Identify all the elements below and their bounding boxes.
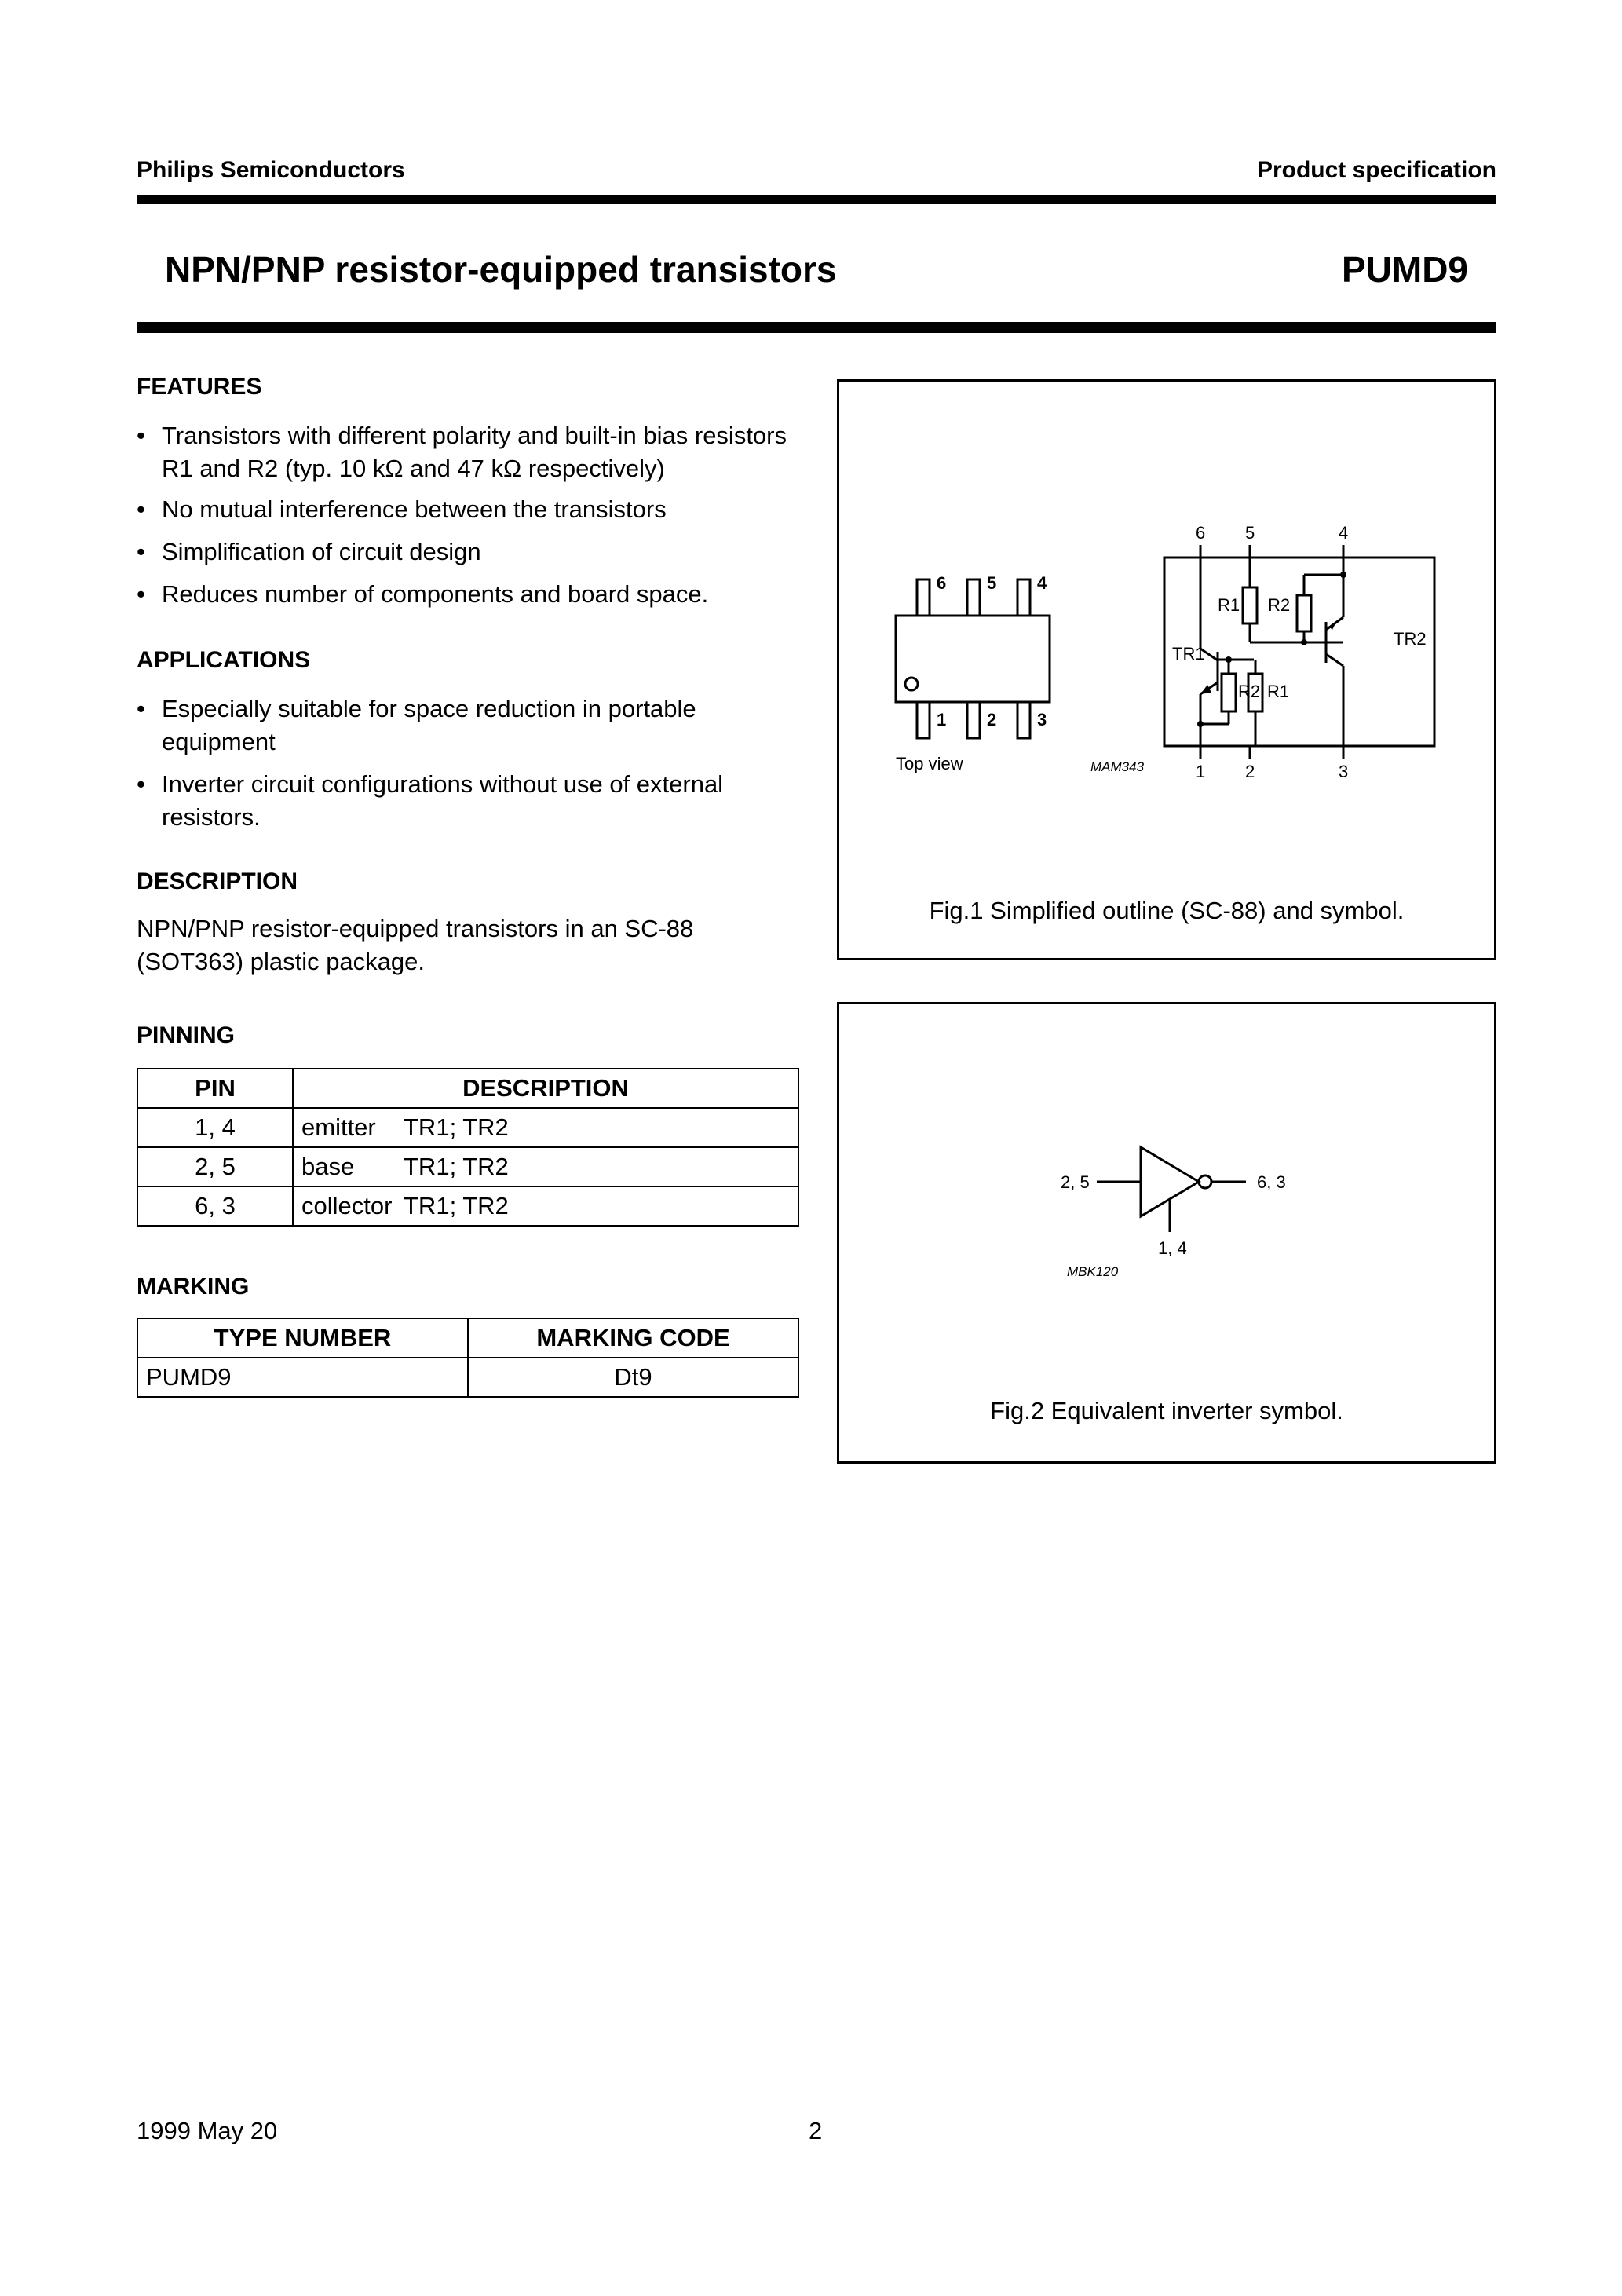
figure-code: MBK120	[1067, 1264, 1119, 1279]
list-item: • Reduces number of components and board space.	[137, 578, 802, 611]
list-item: • Simplification of circuit design	[137, 536, 802, 569]
page-title: NPN/PNP resistor-equipped transistors	[165, 249, 837, 290]
table-row	[137, 1108, 798, 1147]
package-pin	[917, 579, 930, 616]
resistor-r2-bottom	[1222, 674, 1236, 711]
header-rule-bottom	[137, 322, 1496, 333]
table-row	[137, 1186, 798, 1226]
tr1-label: TR1	[1172, 644, 1205, 664]
footer-date: 1999 May 20	[137, 2117, 278, 2144]
marking-code-cell: Dt9	[468, 1358, 798, 1397]
features-list	[137, 419, 802, 611]
package-pin	[917, 702, 930, 738]
marking-code-header: MARKING CODE	[468, 1318, 798, 1358]
description-column-header: DESCRIPTION	[293, 1069, 798, 1108]
symbol-pin-label: 1	[1196, 762, 1206, 781]
inverter-input-label: 2, 5	[1061, 1172, 1090, 1192]
features-heading: FEATURES	[137, 374, 262, 400]
fig2-drawing	[839, 1004, 1494, 1318]
applications-heading: APPLICATIONS	[137, 647, 311, 673]
tr2-label: TR2	[1394, 629, 1427, 649]
description-cell	[293, 1147, 798, 1186]
symbol-pin-label: 4	[1339, 523, 1349, 543]
pin1-marker	[905, 678, 918, 690]
symbol-pin-label: 2	[1245, 762, 1255, 781]
left-column	[137, 374, 802, 1398]
figure-2-caption: Fig.2 Equivalent inverter symbol.	[990, 1397, 1343, 1424]
list-item: • Especially suitable for space reduction in portable equipment	[137, 693, 802, 759]
resistor-r2-top	[1297, 595, 1311, 631]
r1-label-bottom: R1	[1267, 682, 1290, 701]
header-rule-top	[137, 195, 1496, 204]
r2-label-bottom: R2	[1238, 682, 1261, 701]
pin-transistors: TR1; TR2	[404, 1192, 509, 1219]
pin-transistors: TR1; TR2	[404, 1113, 509, 1141]
pin-cell: 1, 4	[137, 1108, 293, 1147]
inverter-output-label: 6, 3	[1257, 1172, 1286, 1192]
part-number: PUMD9	[1341, 249, 1468, 290]
description-heading: DESCRIPTION	[137, 868, 298, 894]
table-row	[137, 1147, 798, 1186]
package-pin	[1017, 579, 1030, 616]
inverter-ground-label: 1, 4	[1158, 1238, 1187, 1258]
resistor-r1-top	[1243, 587, 1257, 623]
pin-transistors: TR1; TR2	[404, 1153, 509, 1180]
pin-function: collector	[301, 1192, 393, 1219]
symbol-pin-label: 3	[1339, 762, 1349, 781]
list-item: • No mutual interference between the transistors	[137, 493, 802, 526]
pin-column-header: PIN	[137, 1069, 293, 1108]
pin-function: base	[301, 1153, 355, 1180]
package-outline	[896, 616, 1050, 702]
pin-cell: 6, 3	[137, 1186, 293, 1226]
description-cell	[293, 1186, 798, 1226]
pin-function: emitter	[301, 1113, 376, 1141]
company-name: Philips Semiconductors	[137, 157, 405, 183]
description-cell	[293, 1108, 798, 1147]
top-view-label: Top view	[896, 754, 963, 773]
fig1-drawing	[839, 382, 1494, 821]
pin-cell: 2, 5	[137, 1147, 293, 1186]
package-pin	[967, 702, 980, 738]
package-pin-label: 2	[987, 710, 997, 729]
package-pin-label: 3	[1037, 710, 1047, 729]
marking-heading: MARKING	[137, 1274, 250, 1300]
figure-1-caption: Fig.1 Simplified outline (SC-88) and symbol.	[929, 897, 1405, 924]
applications-list	[137, 693, 802, 834]
table-row	[137, 1358, 798, 1397]
type-number-header: TYPE NUMBER	[137, 1318, 468, 1358]
pinning-heading: PINNING	[137, 1022, 236, 1048]
package-pin-label: 5	[987, 573, 997, 593]
description-text: NPN/PNP resistor-equipped transistors in an SC-88 (SOT363) plastic package.	[137, 915, 694, 975]
symbol-pin-label: 5	[1245, 523, 1255, 543]
list-item: • Transistors with different polarity and built-in bias resistors R1 and R2 (typ. 10 kΩ and 47 kΩ respectively)	[137, 419, 802, 485]
package-pin-label: 6	[937, 573, 947, 593]
package-pin-label: 4	[1037, 573, 1047, 593]
package-pin-label: 1	[937, 710, 947, 729]
document-type: Product specification	[1256, 157, 1496, 183]
figure-2	[837, 1002, 1496, 1464]
type-number-cell: PUMD9	[137, 1358, 468, 1397]
marking-table	[137, 1318, 799, 1398]
r2-label-top: R2	[1268, 595, 1291, 615]
page-number: 2	[809, 2117, 823, 2144]
symbol-pin-label: 6	[1196, 523, 1206, 543]
r1-label-top: R1	[1218, 595, 1240, 615]
pinning-table	[137, 1068, 799, 1227]
package-pin	[967, 579, 980, 616]
list-item: • Inverter circuit configurations without use of external resistors.	[137, 768, 802, 834]
figure-1	[837, 379, 1496, 960]
package-pin	[1017, 702, 1030, 738]
figure-code: MAM343	[1090, 759, 1145, 774]
